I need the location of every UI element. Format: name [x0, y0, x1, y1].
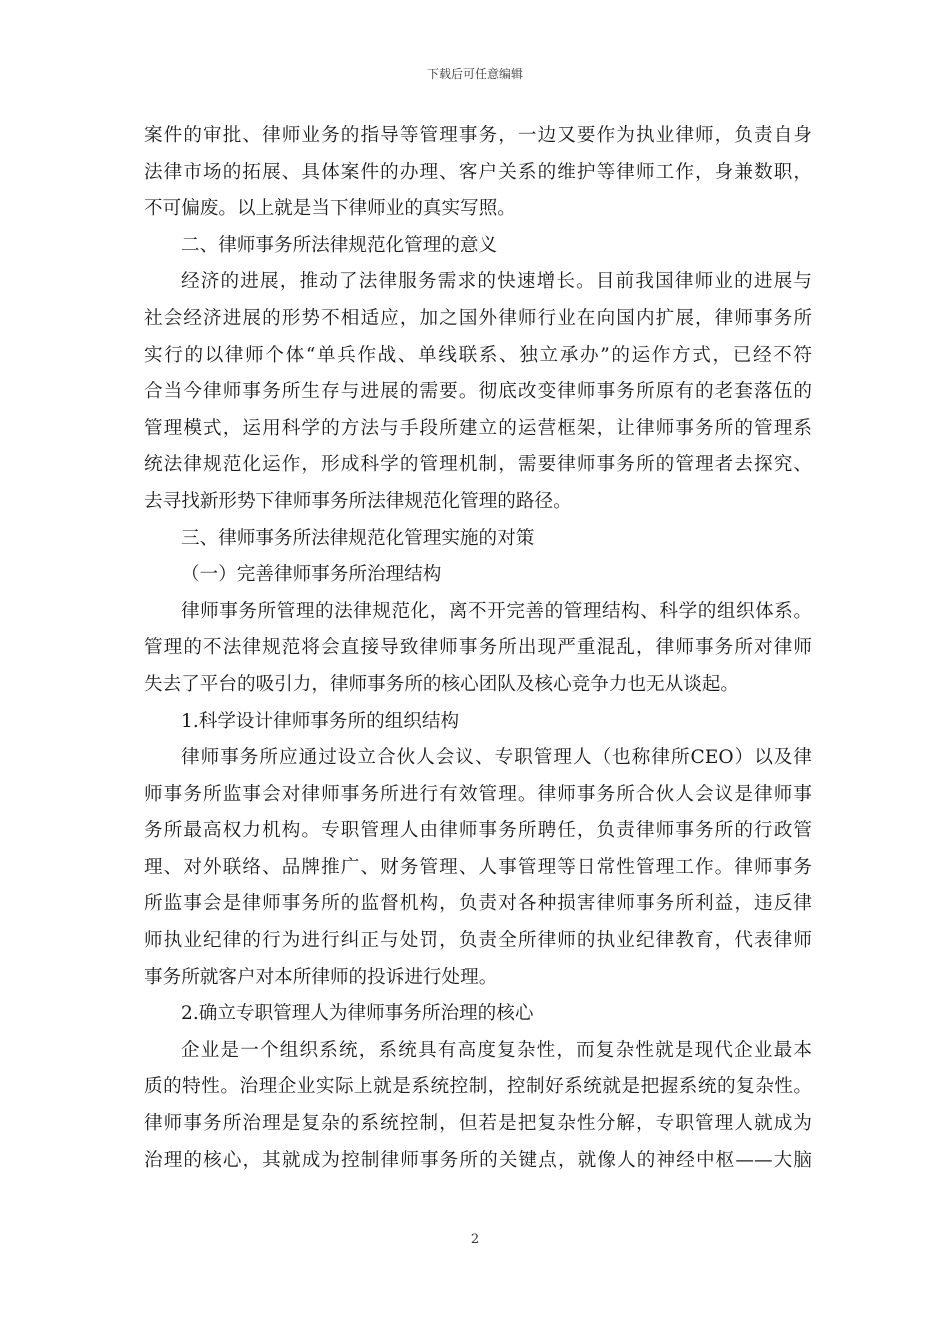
- text-line: 不可偏废。以上就是当下律师业的真实写照。: [144, 198, 516, 220]
- text-line: 事务所就客户对本所律师的投诉进行处理。: [144, 966, 498, 988]
- text-line: 管理的不法律规范将会直接导致律师事务所出现严重混乱，律师事务所对律师: [144, 637, 812, 659]
- text-line: 师事务所监事会对律师事务所进行有效管理。律师事务所合伙人会议是律师事: [144, 783, 812, 805]
- text-line: 社会经济进展的形势不相适应，加之国外律师行业在向国内扩展，律师事务所: [144, 307, 812, 329]
- text-line: 法律市场的拓展、具体案件的办理、客户关系的维护等律师工作，身兼数职，: [144, 161, 812, 183]
- text-line: 二、律师事务所法律规范化管理的意义: [181, 234, 498, 256]
- text-line: 案件的审批、律师业务的指导等管理事务，一边又要作为执业律师，负责自身: [144, 125, 812, 146]
- text-line: 实行的以律师个体“单兵作战、单线联系、独立承办”的运作方式，已经不符: [144, 344, 812, 366]
- page-number: 2: [470, 1232, 480, 1247]
- text-line: 企业是一个组织系统，系统具有高度复杂性，而复杂性就是现代企业最本: [181, 1039, 812, 1061]
- text-line: 合当今律师事务所生存与进展的需要。彻底改变律师事务所原有的老套落伍的: [144, 381, 812, 403]
- text-line: 所监事会是律师事务所的监督机构，负责对各种损害律师事务所利益，违反律: [144, 893, 812, 915]
- text-line: 律师事务所管理的法律规范化，离不开完善的管理结构、科学的组织体系。: [181, 600, 812, 622]
- text-line: 2.确立专职管理人为律师事务所治理的核心: [181, 1003, 534, 1025]
- text-line: 师执业纪律的行为进行纠正与处罚，负责全所律师的执业纪律教育，代表律师: [144, 930, 812, 952]
- text-line: 律师事务所治理是复杂的系统控制，但若是把复杂性分解，专职管理人就成为: [144, 1113, 812, 1135]
- text-line: 1.科学设计律师事务所的组织结构: [181, 710, 460, 732]
- document-body: [144, 118, 812, 1179]
- text-line: 管理模式，运用科学的方法与手段所建立的运营框架，让律师事务所的管理系: [144, 417, 812, 439]
- text-line: 律师事务所应通过设立合伙人会议、专职管理人（也称律所CEO）以及律: [181, 747, 812, 769]
- text-line: 质的特性。治理企业实际上就是系统控制，控制好系统就是把握系统的复杂性。: [144, 1076, 812, 1098]
- text-line: 务所最高权力机构。专职管理人由律师事务所聘任，负责律师事务所的行政管: [144, 820, 812, 842]
- text-line: 理、对外联络、品牌推广、财务管理、人事管理等日常性管理工作。律师事务: [144, 856, 812, 878]
- text-line: 经济的进展，推动了法律服务需求的快速增长。目前我国律师业的进展与: [181, 271, 812, 293]
- text-line: 失去了平台的吸引力，律师事务所的核心团队及核心竞争力也无从谈起。: [144, 673, 740, 695]
- text-line: 三、律师事务所法律规范化管理实施的对策: [181, 527, 535, 549]
- page-header: 下载后可任意编辑: [426, 67, 523, 81]
- text-line: （一）完善律师事务所治理结构: [181, 564, 442, 586]
- text-line: 去寻找新形势下律师事务所法律规范化管理的路径。: [144, 490, 572, 512]
- text-line: 统法律规范化运作，形成科学的管理机制，需要律师事务所的管理者去探究、: [144, 454, 812, 476]
- text-line: 治理的核心，其就成为控制律师事务所的关键点，就像人的神经中枢——大脑: [144, 1149, 812, 1171]
